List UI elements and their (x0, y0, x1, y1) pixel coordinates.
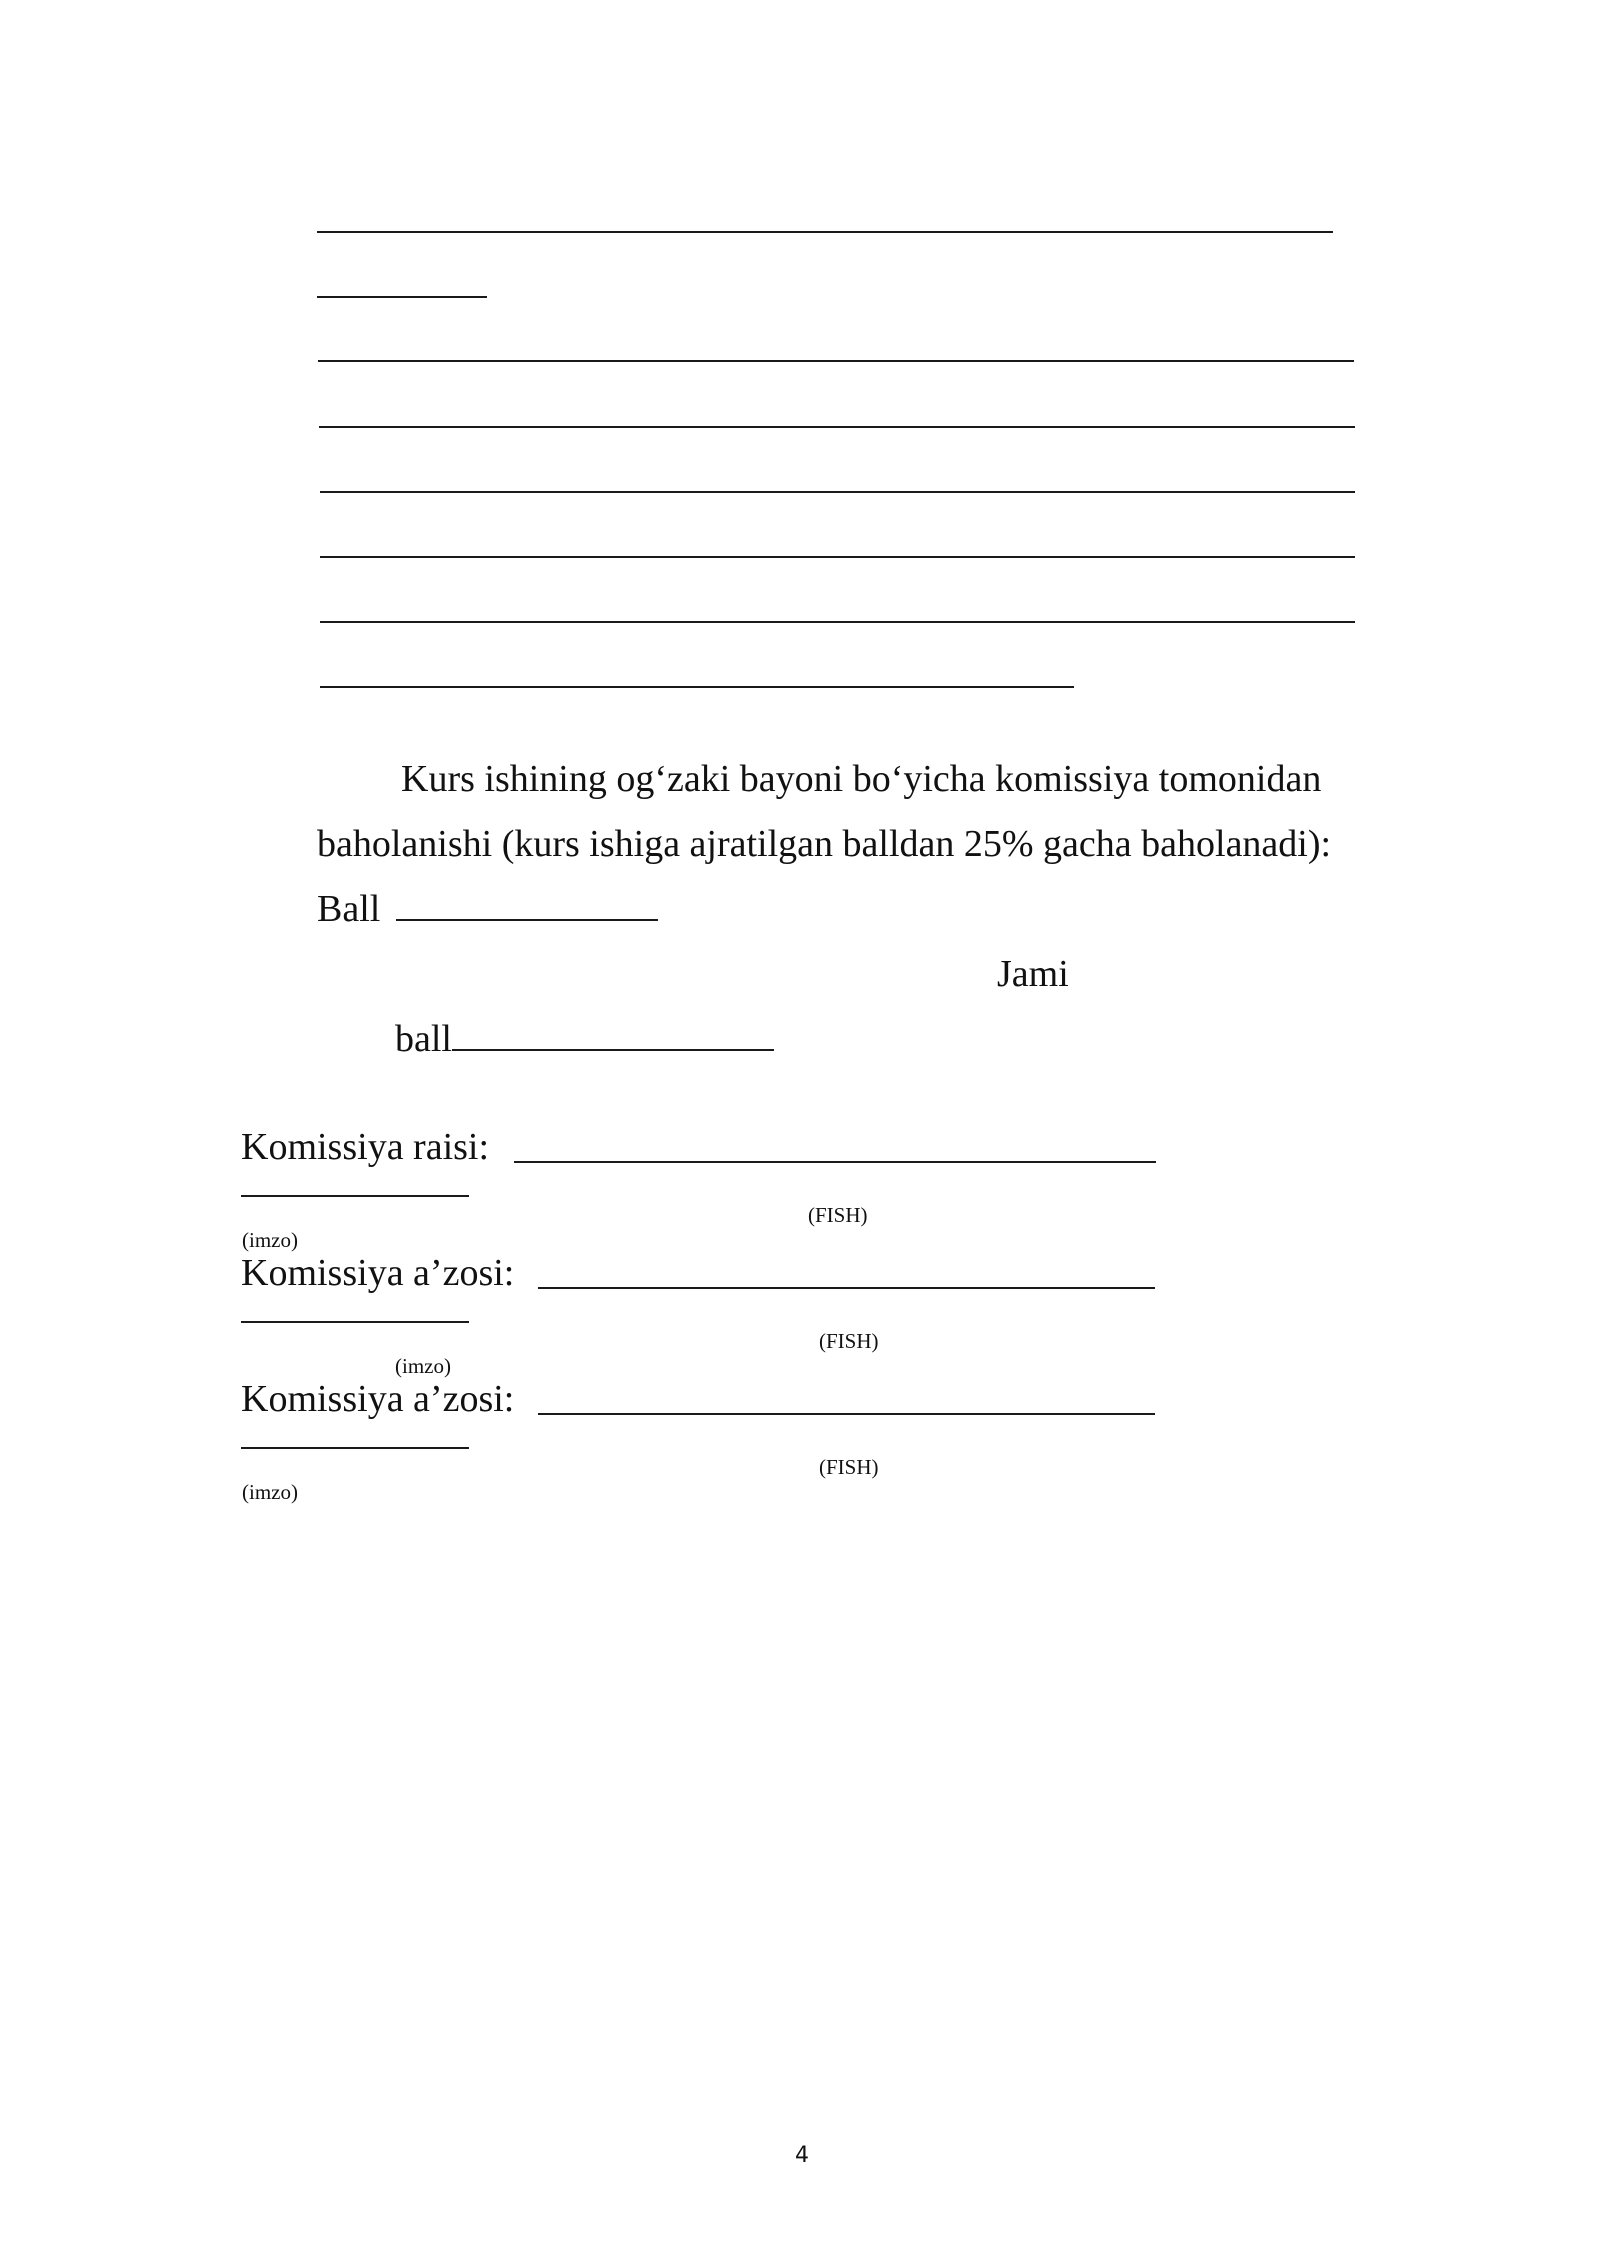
imzo-caption: (imzo) (242, 1228, 298, 1252)
fish-caption: (FISH) (819, 1455, 879, 1479)
fish-caption: (FISH) (808, 1203, 868, 1227)
blank-line (317, 231, 1333, 233)
jami-label: Jami (997, 953, 1069, 995)
blank-line (319, 426, 1355, 428)
total-ball-label: ball (395, 1018, 452, 1060)
blank-line (317, 296, 487, 298)
blank-line (320, 686, 1074, 688)
imzo-caption: (imzo) (395, 1354, 451, 1378)
fish-line (538, 1287, 1155, 1289)
commission-member-label: Komissiya a’zosi: (241, 1252, 515, 1294)
blank-line (320, 556, 1355, 558)
blank-line (320, 491, 1355, 493)
signature-line (241, 1195, 469, 1197)
ball-label: Ball (317, 888, 381, 930)
fish-caption: (FISH) (819, 1329, 879, 1353)
signature-line (241, 1321, 469, 1323)
page-number: 4 (795, 2143, 809, 2168)
fish-line (514, 1161, 1156, 1163)
fish-line (538, 1413, 1155, 1415)
total-ball-blank (452, 1019, 774, 1051)
total-ball-field (395, 1017, 774, 1061)
ball-blank (396, 889, 658, 921)
blank-line (318, 360, 1354, 362)
imzo-caption: (imzo) (242, 1480, 298, 1504)
commission-chair-label: Komissiya raisi: (241, 1126, 490, 1168)
ball-field (317, 887, 658, 931)
commission-member-label: Komissiya a’zosi: (241, 1378, 515, 1420)
assessment-text-line-2: baholanishi (kurs ishiga ajratilgan balldan 25% gacha baholanadi): (317, 823, 1332, 865)
assessment-text-line-1: Kurs ishining og‘zaki bayoni bo‘yicha komissiya tomonidan (401, 758, 1322, 800)
signature-line (241, 1447, 469, 1449)
blank-line (320, 621, 1355, 623)
